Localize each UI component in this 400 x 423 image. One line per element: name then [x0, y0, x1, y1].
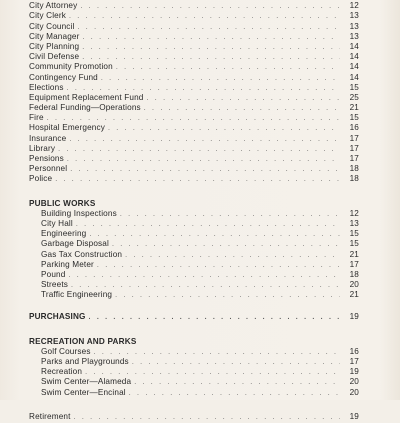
page-number: 18 — [349, 174, 359, 184]
dot-leader — [55, 175, 340, 185]
entry-label: Pensions — [29, 154, 64, 163]
entry-label: Hospital Emergency — [29, 123, 105, 133]
toc-entry[interactable] — [29, 290, 359, 300]
toc-entry[interactable] — [29, 219, 359, 229]
general-entries — [29, 0, 359, 185]
entry-label: Fire — [29, 113, 44, 123]
page-number: 16 — [349, 346, 359, 356]
toc-entry[interactable] — [29, 154, 359, 164]
dot-leader — [115, 291, 340, 301]
page-number: 16 — [349, 123, 359, 133]
page-number: 15 — [349, 113, 359, 123]
toc-entry-retirement[interactable] — [29, 412, 359, 422]
entry-label: Gas Tax Construction — [41, 249, 123, 259]
dot-leader — [116, 63, 340, 73]
toc-entry[interactable] — [29, 347, 359, 357]
entry-label: Elections — [29, 82, 64, 92]
dot-leader — [132, 358, 340, 368]
dot-leader — [147, 94, 341, 104]
entry-label: Insurance — [29, 133, 67, 143]
toc-entry[interactable] — [29, 11, 359, 21]
toc-entry[interactable] — [29, 280, 359, 290]
toc-entry[interactable] — [29, 103, 359, 113]
page-number: 21 — [349, 103, 359, 113]
entry-label: Retirement — [29, 411, 71, 421]
public-works-heading: PUBLIC WORKS — [29, 198, 96, 208]
entry-label: Pound — [41, 269, 66, 279]
page-number: 15 — [349, 229, 359, 239]
dot-leader — [68, 271, 340, 281]
toc-entry[interactable] — [29, 62, 359, 72]
page-number: 14 — [349, 52, 359, 62]
toc-entry[interactable] — [29, 42, 359, 52]
entry-label: Traffic Engineering — [41, 290, 113, 300]
page-number: 21 — [349, 249, 359, 259]
page-number: 19 — [349, 367, 359, 377]
dot-leader — [83, 33, 341, 43]
toc-entry[interactable] — [29, 209, 359, 219]
toc-entry[interactable] — [29, 144, 359, 154]
entry-label: City Planning — [29, 41, 80, 51]
dot-leader — [74, 413, 340, 423]
page-number: 13 — [349, 11, 359, 21]
toc-entry[interactable] — [29, 113, 359, 123]
toc-entry[interactable] — [29, 32, 359, 42]
entry-label: City Attorney — [29, 1, 78, 11]
page-number: 17 — [349, 133, 359, 143]
toc-entry[interactable] — [29, 22, 359, 32]
page-number: 13 — [349, 21, 359, 31]
toc-entry-purchasing[interactable] — [29, 312, 359, 322]
page-number: 18 — [349, 164, 359, 174]
entry-label: Contingency Fund — [29, 72, 98, 82]
page-number: 12 — [349, 1, 359, 11]
toc-entry[interactable] — [29, 357, 359, 367]
dot-leader — [82, 43, 340, 53]
toc-entry[interactable] — [29, 270, 359, 280]
toc-entry[interactable] — [29, 73, 359, 83]
toc-entry[interactable] — [29, 93, 359, 103]
page-number: 15 — [349, 82, 359, 92]
toc-entry[interactable] — [29, 1, 359, 11]
entry-label: Recreation — [41, 367, 83, 377]
page-number: 15 — [349, 239, 359, 249]
toc-entry[interactable] — [29, 367, 359, 377]
page-number: 18 — [349, 269, 359, 279]
recreation-entries — [29, 347, 359, 398]
entry-label: Community Promotion — [29, 62, 113, 72]
page-number: 21 — [349, 290, 359, 300]
dot-leader — [82, 53, 340, 63]
page-number: 17 — [349, 259, 359, 269]
entry-label: Police — [29, 174, 53, 184]
table-of-contents — [29, 0, 359, 422]
entry-label: Engineering — [41, 229, 87, 239]
dot-leader — [97, 261, 340, 271]
toc-entry[interactable] — [29, 229, 359, 239]
dot-leader — [77, 23, 340, 33]
dot-leader — [101, 74, 340, 84]
toc-entry[interactable] — [29, 174, 359, 184]
dot-leader — [108, 124, 340, 134]
page-number: 17 — [349, 154, 359, 163]
entry-label: Swim Center—Alameda — [41, 377, 132, 387]
page-number: 25 — [349, 92, 359, 102]
dot-leader — [120, 210, 340, 220]
toc-entry[interactable] — [29, 83, 359, 93]
page-number: 13 — [349, 218, 359, 228]
toc-entry[interactable] — [29, 388, 359, 398]
page-number: 13 — [349, 31, 359, 41]
toc-entry[interactable] — [29, 52, 359, 62]
dot-leader — [80, 2, 340, 12]
entry-label: City Council — [29, 21, 75, 31]
recreation-heading: RECREATION AND PARKS — [29, 336, 137, 346]
entry-label: Civil Defense — [29, 52, 80, 62]
entry-label: Federal Funding—Operations — [29, 103, 141, 113]
page-number: 12 — [349, 208, 359, 218]
toc-entry[interactable] — [29, 377, 359, 387]
page-number: 20 — [349, 377, 359, 387]
page-number: 14 — [349, 62, 359, 72]
entry-label: Building Inspections — [41, 208, 117, 218]
entry-label: Garbage Disposal — [41, 239, 109, 249]
entry-label: Golf Courses — [41, 346, 91, 356]
page-number: 20 — [349, 387, 359, 397]
entry-label: City Manager — [29, 31, 80, 41]
dot-leader — [69, 12, 340, 22]
toc-entry[interactable] — [29, 239, 359, 249]
toc-entry[interactable] — [29, 250, 359, 260]
entry-label: City Clerk — [29, 11, 66, 21]
toc-entry[interactable] — [29, 164, 359, 174]
purchasing-heading: PURCHASING — [29, 312, 86, 322]
page-number: 19 — [349, 312, 359, 322]
page-number: 19 — [349, 411, 359, 421]
dot-leader — [129, 389, 340, 399]
dot-leader — [112, 240, 340, 250]
toc-entry[interactable] — [29, 260, 359, 270]
entry-label: Parking Meter — [41, 259, 94, 269]
page-number: 17 — [349, 143, 359, 153]
page-number: 14 — [349, 72, 359, 82]
entry-label: Personnel — [29, 164, 68, 174]
entry-label: Streets — [41, 280, 68, 290]
dot-leader — [67, 155, 340, 165]
dot-leader — [76, 220, 340, 230]
public-works-entries — [29, 209, 359, 301]
dot-leader — [94, 348, 340, 358]
dot-leader — [70, 165, 340, 175]
toc-entry[interactable] — [29, 0, 359, 1]
toc-entry[interactable] — [29, 134, 359, 144]
dot-leader — [89, 313, 340, 323]
dot-leader — [134, 378, 340, 388]
page-number: 17 — [349, 357, 359, 366]
dot-leader — [144, 104, 340, 114]
entry-label: Parks and Playgrounds — [41, 357, 129, 366]
dot-leader — [125, 251, 340, 261]
dot-leader — [89, 230, 340, 240]
page-number: 20 — [349, 280, 359, 290]
dot-leader — [58, 145, 340, 155]
entry-label: City Hall — [41, 218, 73, 228]
entry-label: Swim Center—Encinal — [41, 387, 126, 397]
toc-entry[interactable] — [29, 123, 359, 133]
entry-label: Library — [29, 143, 56, 153]
dot-leader — [69, 135, 340, 145]
page-number: 14 — [349, 41, 359, 51]
entry-label: Equipment Replacement Fund — [29, 92, 144, 102]
